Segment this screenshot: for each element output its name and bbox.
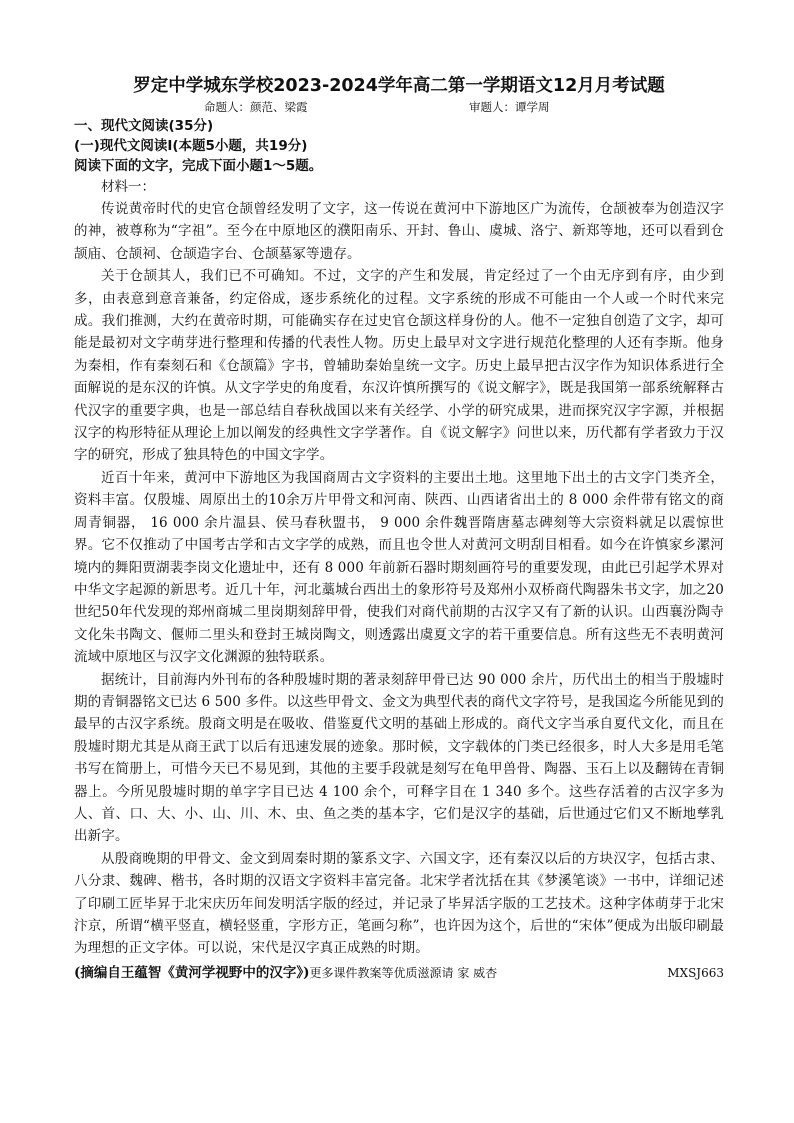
paragraph-5: 从殷商晚期的甲骨文、金文到周秦时期的篆系文字、六国文字，还有秦汉以后的方块汉字，包括古隶、八分隶、魏碑、楷书，各时期的汉语文字资料丰富完备。北宋学者沈括在其《梦溪笔谈》一书中，详细记述了印刷工匠毕昇于北宋庆历年间发明活字版的经过，并记录了毕昇活字版的工艺技术。这种字体萌芽于北宋汴京，所谓“横平竖直，横轻竖重，字形方正，笔画匀称”，也许因为这个，后世的“宋体”便成为出版印刷最为理想的正文字体。可以说，宋代是汉字真正成熟的时期。 [74, 850, 724, 957]
paragraph-3: 近百十年来，黄河中下游地区为我国商周古文字资料的主要出土地。这里地下出土的古文字门类齐全，资料丰富。仅殷墟、周原出土的10余万片甲骨文和河南、陕西、山西诸省出土的 8 000 余件带有铭文的商周青铜器， 16 000 余片温县、侯马春秋盟书， 9 000 余件魏晋隋唐墓志碑刻等大宗资料就足以震惊世界。它不仅推动了中国考古学和古文字学的成熟，而且也令世人对黄河文明刮目相看。如今在许慎家乡漯河境内的舞阳贾湖裴李岗文化遗址中，还有 8 000 年前新石器时期刻画符号的重要发现，由此已引起学术界对中华文字起源的新思考。近几十年，河北藁城台西出土的象形符号及郑州小双桥商代陶器朱书文字，加之20世纪50年代发现的郑州商城二里岗期刻辞甲骨，使我们对商代前期的古汉字又有了新的认识。山西襄汾陶寺文化朱书陶文、偃师二里头和登封王城岗陶文，则透露出虞夏文字的若干重要信息。所有这些无不表明黄河流域中原地区与汉字文化渊源的独特联系。 [74, 469, 724, 666]
author: 命题人：颜范、梁霞 [204, 100, 308, 114]
material-label: 材料一： [101, 179, 155, 195]
source-line [74, 962, 724, 984]
paragraph-2: 关于仓颉其人，我们已不可确知。不过，文字的产生和发展，肯定经过了一个由无序到有序，由少到多，由表意到意音兼备，约定俗成，逐步系统化的过程。文字系统的形成不可能由一个人或一个时代来完成。我们推测，大约在黄帝时期，可能确实存在过史官仓颉这样身份的人。他不一定独自创造了文字，却可能是最初对文字萌芽进行整理和传播的代表性人物。历史上最早对文字进行规范化整理的人还有李斯。他身为秦相，作有秦刻石和《仓颉篇》字书，曾辅助秦始皇统一文字。历史上最早把古汉字作为知识体系进行全面解说的是东汉的许慎。从文字学史的角度看，东汉许慎所撰写的《说文解字》，既是我国第一部系统解释古代汉字的重要字典，也是一部总结自春秋战国以来有关经学、小学的研究成果，进而探究汉字字源，并根据汉字的构形特征从理论上加以阐发的经典性文字学著作。自《说文解字》问世以来，历代都有学者致力于汉字的研究，形成了独具特色的中国文字学。 [74, 268, 724, 464]
reviewer: 审题人：谭学周 [469, 100, 550, 114]
source-citation: (摘编自王蕴智《黄河学视野中的汉字》) [74, 964, 310, 981]
watermark-text: 更多课件教案等优质滋源请 家 威杏 [309, 965, 498, 980]
section-heading: 一、现代文阅读(35分) [74, 118, 214, 134]
instruction: 阅读下面的文字，完成下面小题1～5题。 [74, 158, 323, 174]
exam-page [74, 74, 724, 984]
paragraph-4: 据统计，目前海内外刊布的各种殷墟时期的著录刻辞甲骨已达 90 000 余片，历代出土的相当于殷墟时期的青铜器铭文已达 6 500 多件。以这些甲骨文、金文为典型代表的商代文字符号，是我国迄今所能见到的最早的古汉字系统。殷商文明是在吸收、借鉴夏代文明的基础上形成的。商代文字当承自夏代文化，而且在殷墟时期尤其是从商王武丁以后有迅速发展的迹象。那时候，文字载体的门类已经很多，时人大多是用毛笔书写在简册上，可惜今天已不易见到，其他的主要手段就是刻写在龟甲兽骨、陶器、玉石上以及翻铸在青铜器上。今所见殷墟时期的单字字目已达 4 100 余个，可释字目在 1 340 多个。这些存活着的古汉字多为人、首、口、大、小、山、川、木、虫、鱼之类的基本字，它们是汉字的基础，后世通过它们又不断地孳乳出新字。 [74, 671, 724, 845]
author-line [74, 98, 724, 116]
subsection-heading: (一)现代文阅读Ⅰ(本题5小题，共19分) [74, 138, 308, 154]
document-code: MXSJ663 [667, 965, 724, 980]
paragraph-1: 传说黄帝时代的史官仓颉曾经发明了文字，这一传说在黄河中下游地区广为流传，仓颉被奉为创造汉字的神，被尊称为“字祖”。至今在中原地区的濮阳南乐、开封、鲁山、虞城、洛宁、新郑等地，还可以看到仓颉庙、仓颉祠、仓颉造字台、仓颉墓冢等遗存。 [74, 201, 724, 262]
exam-title: 罗定中学城东学校2023-2024学年高二第一学期语文12月月考试题 [133, 76, 665, 96]
